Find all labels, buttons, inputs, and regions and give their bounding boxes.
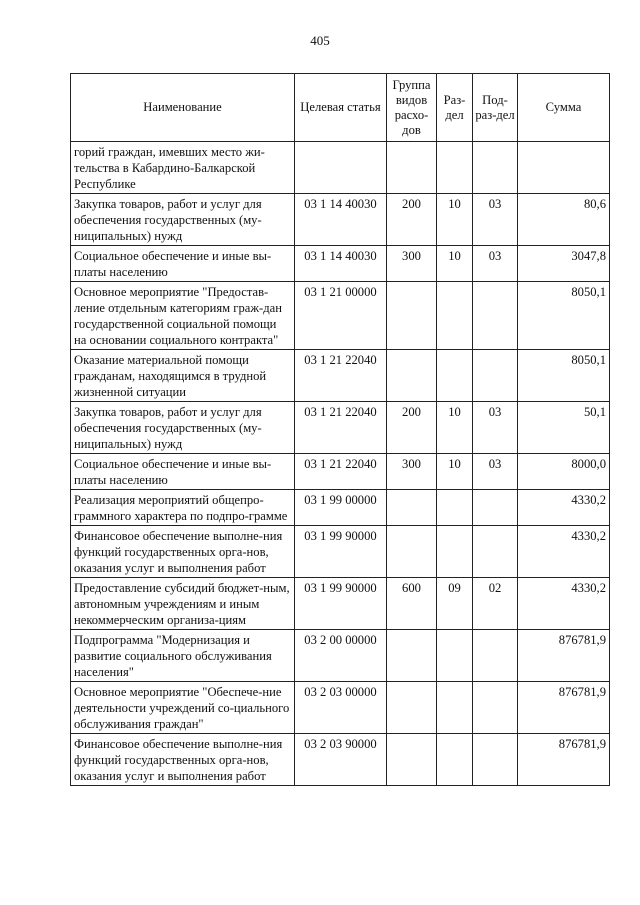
cell-podrazdel [473,490,518,526]
header-group: Группа видов расхо-дов [387,74,437,142]
cell-code: 03 1 99 00000 [295,490,387,526]
table-row [71,194,610,246]
cell-sum: 8000,0 [518,454,610,490]
cell-podrazdel [473,526,518,578]
cell-code: 03 1 99 90000 [295,526,387,578]
cell-code: 03 2 03 00000 [295,682,387,734]
cell-podrazdel: 03 [473,246,518,282]
cell-sum: 4330,2 [518,578,610,630]
cell-name: Оказание материальной помощи гражданам, находящимся в трудной жизненной ситуации [71,350,295,402]
cell-name: Предоставление субсидий бюджет-ным, автономным учреждениям и иным некоммерческим организа-циям [71,578,295,630]
table-row [71,630,610,682]
cell-code: 03 1 21 22040 [295,350,387,402]
table-row [71,682,610,734]
cell-group [387,142,437,194]
cell-razdel: 10 [437,402,473,454]
cell-razdel [437,142,473,194]
cell-group: 200 [387,194,437,246]
cell-podrazdel [473,734,518,786]
cell-sum: 876781,9 [518,630,610,682]
cell-name: Финансовое обеспечение выполне-ния функций государственных орга-нов, оказания услуг и выполнения работ [71,734,295,786]
cell-sum: 8050,1 [518,350,610,402]
cell-sum: 50,1 [518,402,610,454]
cell-sum [518,142,610,194]
cell-podrazdel [473,350,518,402]
cell-group [387,682,437,734]
cell-razdel: 10 [437,454,473,490]
cell-group [387,630,437,682]
cell-razdel [437,734,473,786]
cell-code: 03 2 03 90000 [295,734,387,786]
cell-razdel [437,682,473,734]
cell-razdel: 10 [437,246,473,282]
cell-sum: 80,6 [518,194,610,246]
cell-code: 03 1 99 90000 [295,578,387,630]
budget-table [70,73,610,786]
cell-name: Основное мероприятие "Предостав-ление отдельным категориям граж-дан государственной социальной помощи на основании социального контракта" [71,282,295,350]
cell-group [387,734,437,786]
cell-code: 03 1 21 22040 [295,402,387,454]
cell-code [295,142,387,194]
table-row [71,282,610,350]
cell-name: Социальное обеспечение и иные вы-платы населению [71,454,295,490]
cell-code: 03 1 21 00000 [295,282,387,350]
cell-name: Основное мероприятие "Обеспече-ние деятельности учреждений со-циального обслуживания граждан" [71,682,295,734]
cell-group: 200 [387,402,437,454]
cell-name: горий граждан, имевших место жи-тельства в Кабардино-Балкарской Республике [71,142,295,194]
cell-razdel [437,490,473,526]
cell-code: 03 2 00 00000 [295,630,387,682]
cell-name: Реализация мероприятий общепро-граммного характера по подпро-грамме [71,490,295,526]
cell-razdel: 10 [437,194,473,246]
cell-razdel [437,526,473,578]
cell-name: Закупка товаров, работ и услуг для обеспечения государственных (му-ниципальных) нужд [71,402,295,454]
table-row [71,402,610,454]
cell-name: Подпрограмма "Модернизация и развитие социального обслуживания населения" [71,630,295,682]
header-name: Наименование [71,74,295,142]
cell-razdel [437,282,473,350]
table-row [71,734,610,786]
cell-podrazdel: 02 [473,578,518,630]
cell-sum: 4330,2 [518,490,610,526]
header-code: Целевая статья [295,74,387,142]
cell-podrazdel [473,630,518,682]
cell-sum: 8050,1 [518,282,610,350]
cell-sum: 4330,2 [518,526,610,578]
cell-razdel: 09 [437,578,473,630]
cell-razdel [437,630,473,682]
cell-podrazdel [473,282,518,350]
cell-group [387,526,437,578]
cell-group [387,350,437,402]
cell-group: 300 [387,454,437,490]
cell-name: Социальное обеспечение и иные вы-платы населению [71,246,295,282]
cell-group [387,282,437,350]
table-header-row [71,74,610,142]
table-row [71,526,610,578]
table-row [71,490,610,526]
cell-podrazdel: 03 [473,454,518,490]
cell-code: 03 1 21 22040 [295,454,387,490]
cell-podrazdel [473,682,518,734]
cell-name: Финансовое обеспечение выполне-ния функций государственных орга-нов, оказания услуг и выполнения работ [71,526,295,578]
cell-sum: 876781,9 [518,682,610,734]
cell-sum: 3047,8 [518,246,610,282]
header-sum: Сумма [518,74,610,142]
cell-razdel [437,350,473,402]
header-razdel: Раз-дел [437,74,473,142]
cell-group [387,490,437,526]
cell-group: 300 [387,246,437,282]
table-row [71,142,610,194]
cell-code: 03 1 14 40030 [295,246,387,282]
header-podrazdel: Под-раз-дел [473,74,518,142]
cell-sum: 876781,9 [518,734,610,786]
table-row [71,454,610,490]
cell-podrazdel: 03 [473,194,518,246]
table-row [71,246,610,282]
cell-group: 600 [387,578,437,630]
page-number: 405 [310,33,330,48]
table-row [71,578,610,630]
cell-podrazdel: 03 [473,402,518,454]
cell-podrazdel [473,142,518,194]
cell-code: 03 1 14 40030 [295,194,387,246]
cell-name: Закупка товаров, работ и услуг для обеспечения государственных (му-ниципальных) нужд [71,194,295,246]
table-row [71,350,610,402]
